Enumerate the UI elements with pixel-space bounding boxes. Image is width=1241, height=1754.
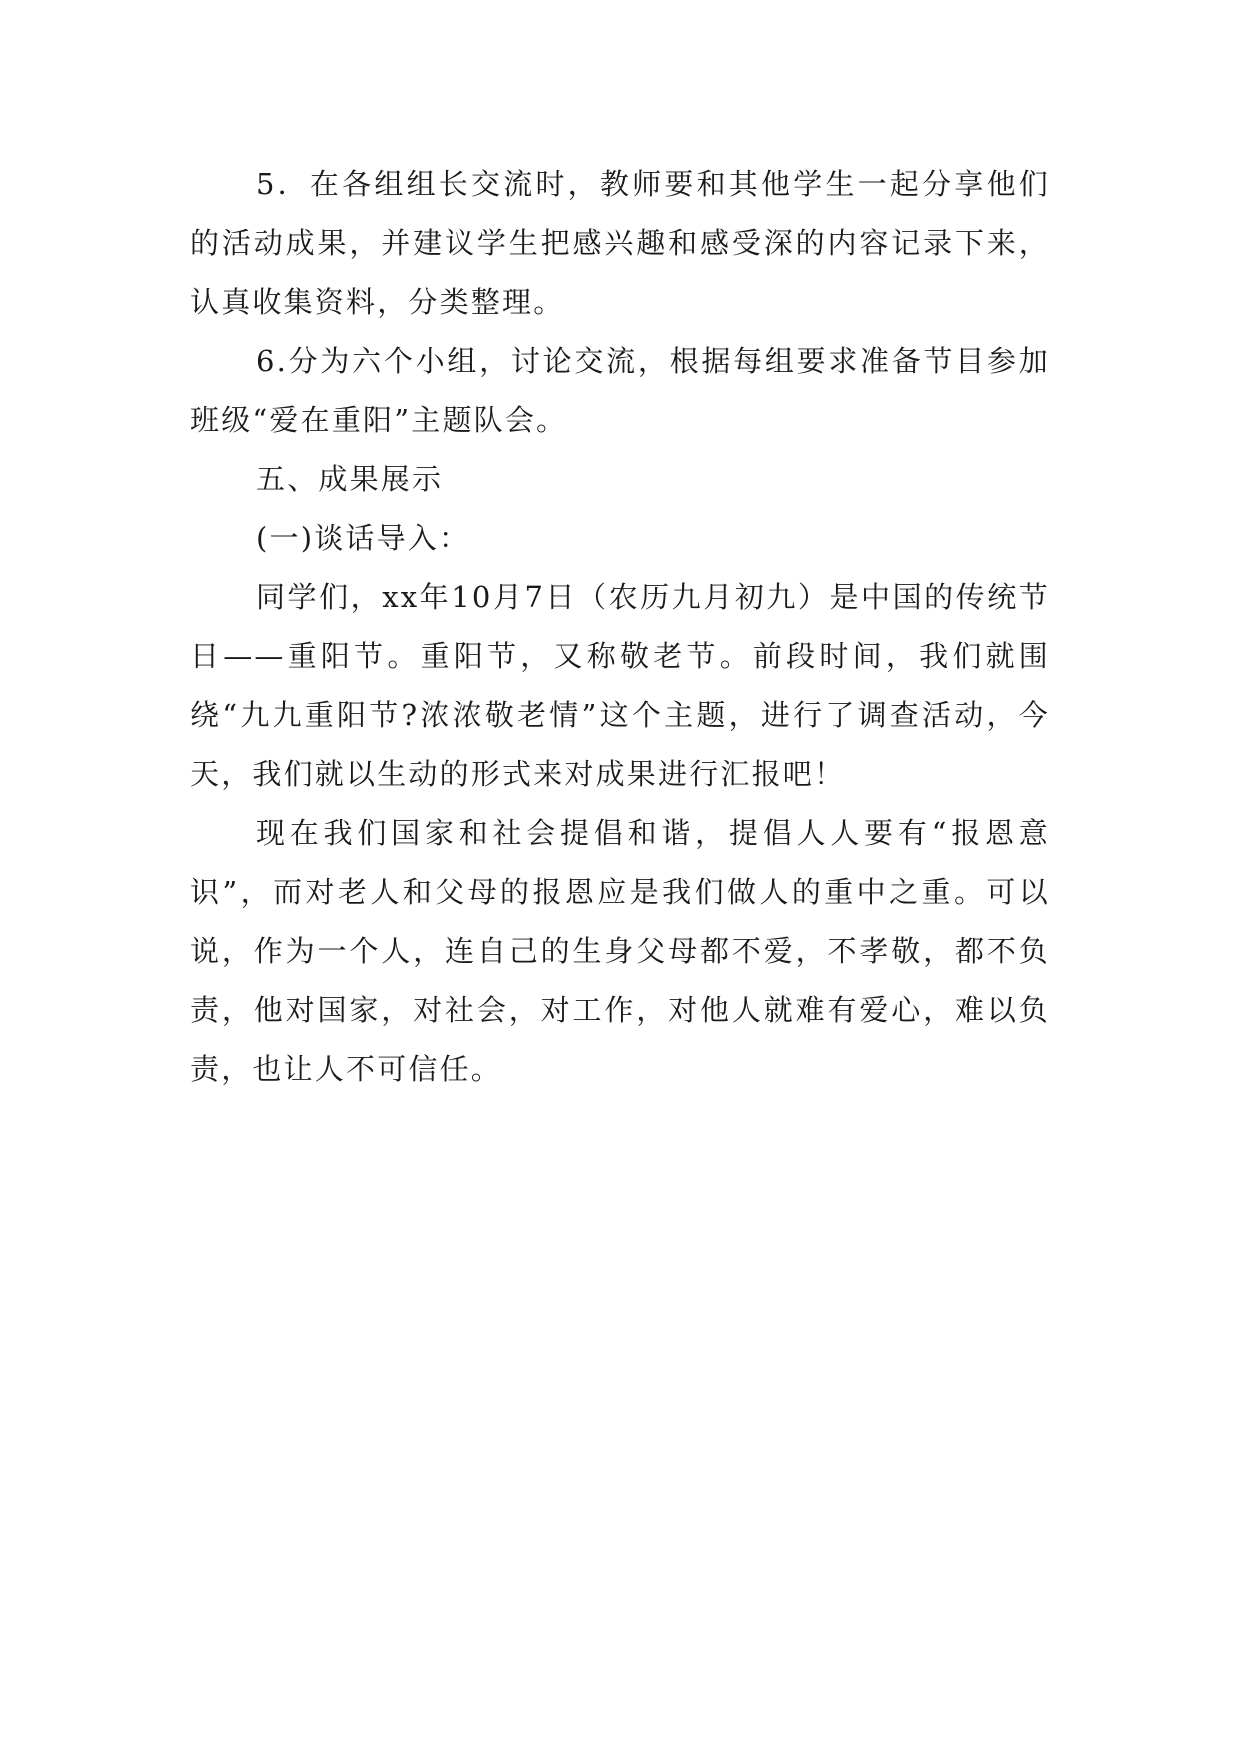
paragraph-gratitude: 现在我们国家和社会提倡和谐，提倡人人要有“报恩意识”，而对老人和父母的报恩应是我们做人的重中之重。可以说，作为一个人，连自己的生身父母都不爱，不孝敬，都不负责，他对国家，对社会，对工作，对他人就难有爱心，难以负责，也让人不可信任。	[190, 816, 1050, 1086]
paragraph-item-6: 6.分为六个小组，讨论交流，根据每组要求准备节目参加班级“爱在重阳”主题队会。	[190, 344, 1050, 437]
paragraph-item-5: 5．在各组组长交流时，教师要和其他学生一起分享他们的活动成果，并建议学生把感兴趣和感受深的内容记录下来，认真收集资料，分类整理。	[190, 167, 1050, 319]
subsection-heading-intro: (一)谈话导入：	[256, 521, 471, 555]
section-heading-achievements: 五、成果展示	[256, 462, 444, 496]
paragraph-intro-speech: 同学们，xx年10月7日（农历九月初九）是中国的传统节日——重阳节。重阳节，又称敬老节。前段时间，我们就围绕“九九重阳节?浓浓敬老情”这个主题，进行了调查活动，今天，我们就以生动的形式来对成果进行汇报吧！	[190, 580, 1050, 791]
document-body	[190, 155, 1050, 1099]
